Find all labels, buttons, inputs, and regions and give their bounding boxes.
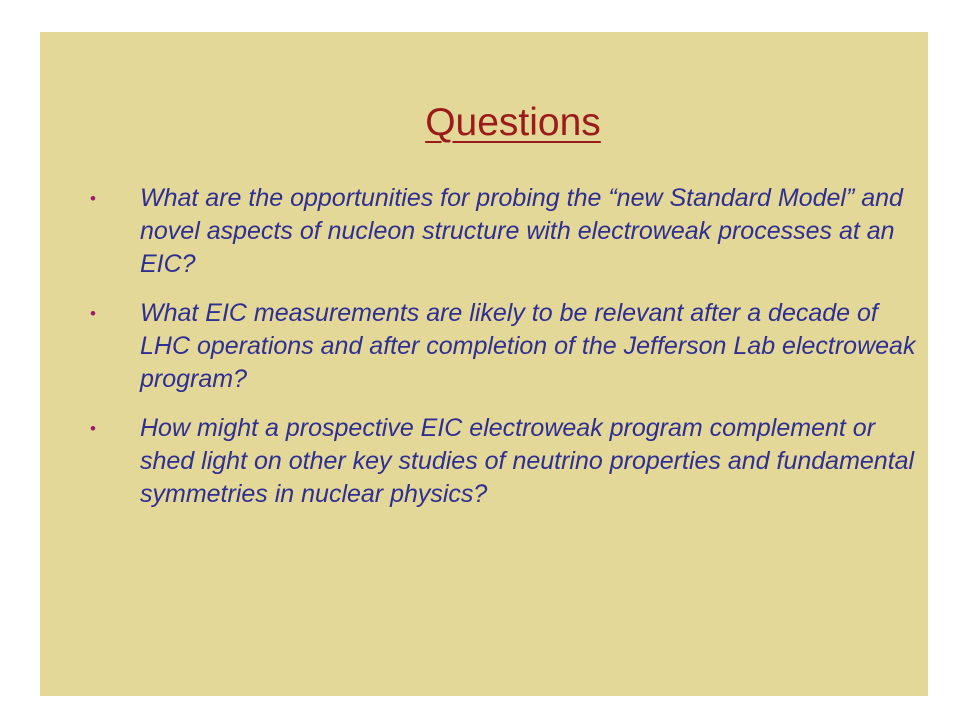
bullet-list	[90, 182, 920, 527]
slide	[40, 32, 928, 696]
bullet-text: How might a prospective EIC electroweak program complement or shed light on other key studies of neutrino properties and fundamental symmetries in nuclear physics?	[140, 414, 915, 508]
bullet-icon: •	[90, 304, 96, 323]
bullet-item	[90, 297, 920, 396]
bullet-text: What EIC measurements are likely to be relevant after a decade of LHC operations and after completion of the Jefferson Lab electroweak program?	[140, 299, 916, 393]
slide-title: Questions	[425, 101, 601, 144]
bullet-icon: •	[90, 419, 96, 438]
bullet-item	[90, 182, 920, 281]
bullet-item	[90, 412, 920, 511]
bullet-icon: •	[90, 189, 96, 208]
bullet-text: What are the opportunities for probing the “new Standard Model” and novel aspects of nucleon structure with electroweak processes at an EIC?	[140, 184, 903, 278]
